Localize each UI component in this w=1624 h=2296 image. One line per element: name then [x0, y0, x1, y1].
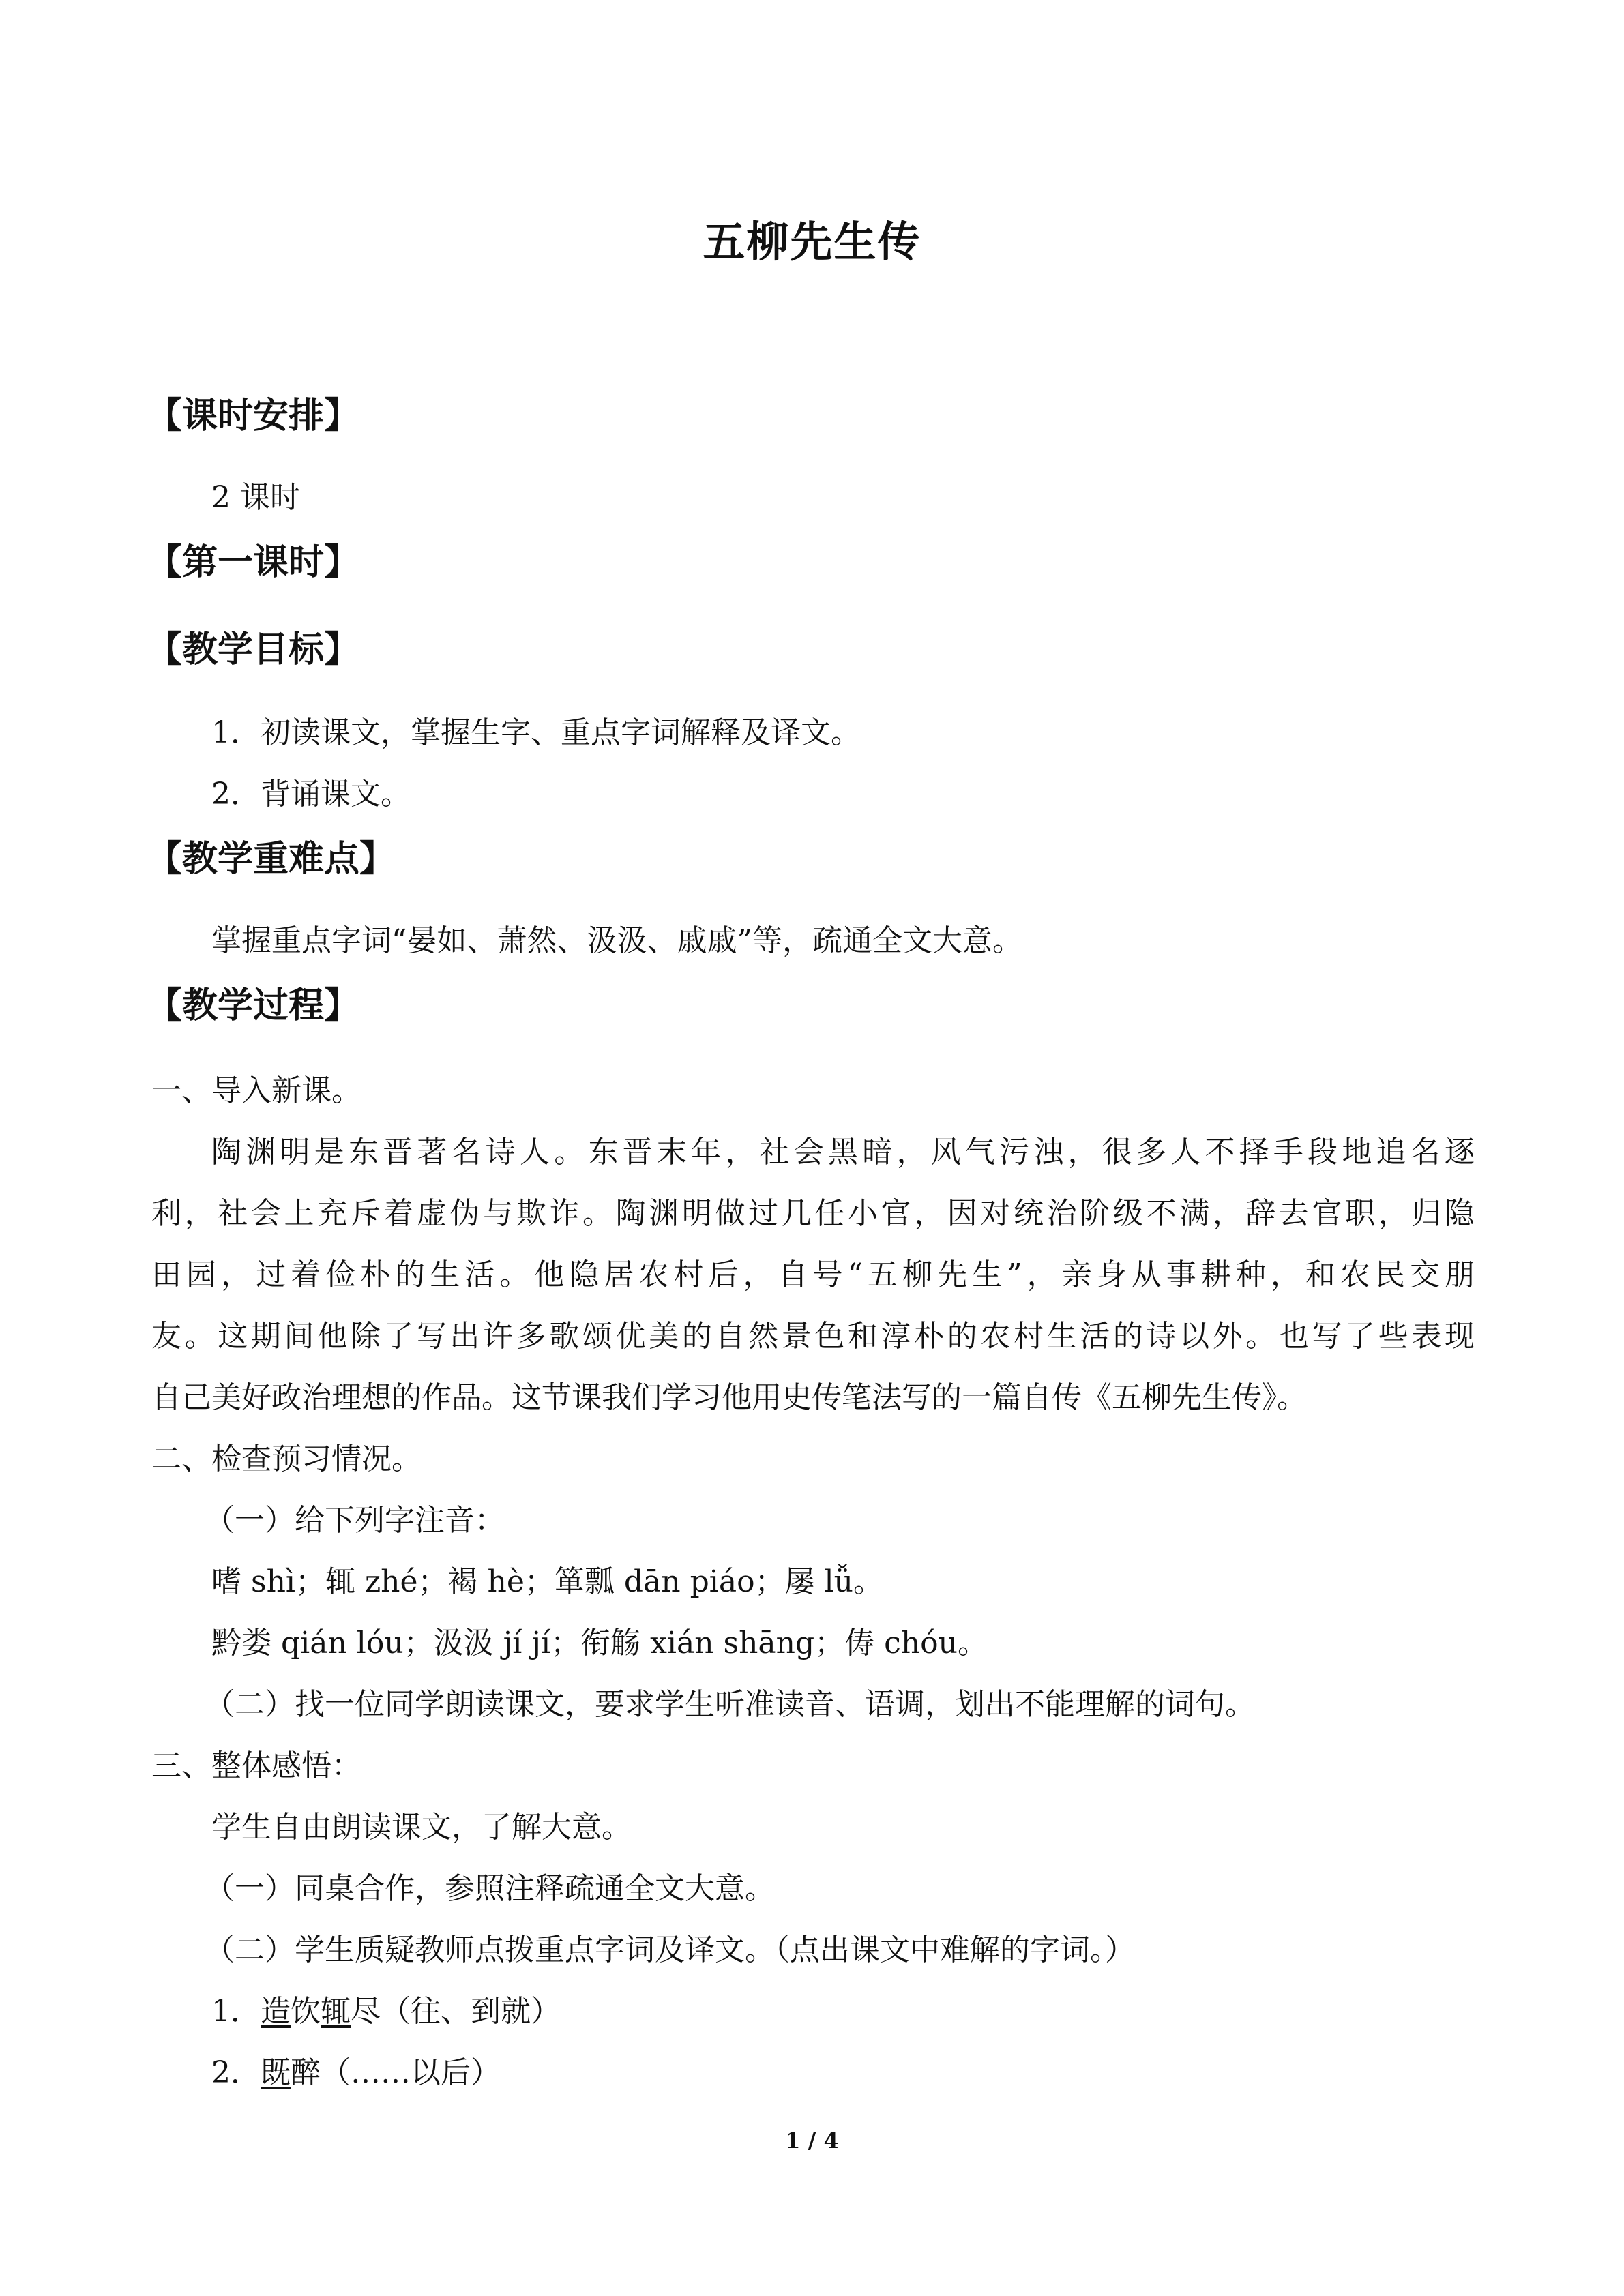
step1-paragraph-line: 自己美好政治理想的作品。这节课我们学习他用史传笔法写的一篇自传《五柳先生传》。 [151, 1380, 1307, 1415]
underlined-word: 既 [261, 2055, 291, 2090]
vocab-text: 饮 [291, 1994, 321, 2029]
underlined-word: 造 [261, 1994, 291, 2029]
schedule-heading: 【课时安排】 [147, 396, 360, 436]
step1-paragraph-line: 利，社会上充斥着虚伪与欺诈。陶渊明做过几任小官，因对统治阶级不满，辞去官职，归隐 [151, 1196, 1475, 1231]
vocab-text: 醉（……以后） [291, 2055, 501, 2090]
step1-title: 一、导入新课。 [151, 1073, 361, 1108]
schedule-value: 2 课时 [211, 480, 300, 515]
step2-sub1: （一）给下列字注音： [205, 1503, 505, 1538]
key-points-text: 掌握重点字词“晏如、萧然、汲汲、戚戚”等，疏通全文大意。 [211, 923, 1022, 958]
vocab-item-number: 1． [211, 1994, 261, 2029]
goal-item-1: 1．初读课文，掌握生字、重点字词解释及译文。 [211, 715, 861, 750]
page-title: 五柳先生传 [703, 217, 921, 267]
vocab-item-1 [211, 1991, 561, 2032]
step1-paragraph-line: 田园，过着俭朴的生活。他隐居农村后，自号“五柳先生”，亲身从事耕种，和农民交朋 [151, 1257, 1475, 1292]
step3-line1: 学生自由朗读课文，了解大意。 [211, 1810, 632, 1845]
step2-pinyin-line: 嗜 shì；辄 zhé；褐 hè；箪瓢 dān piáo；屡 lǚ。 [211, 1564, 883, 1599]
step3-title: 三、整体感悟： [151, 1748, 361, 1783]
step2-sub2: （二）找一位同学朗读课文，要求学生听准读音、语调，划出不能理解的词句。 [205, 1687, 1255, 1722]
goals-heading: 【教学目标】 [147, 629, 360, 670]
step3-sub1: （一）同桌合作，参照注释疏通全文大意。 [205, 1871, 775, 1906]
process-heading: 【教学过程】 [147, 985, 360, 1026]
underlined-word: 辄 [321, 1994, 351, 2029]
first-lesson-heading: 【第一课时】 [147, 542, 360, 583]
vocab-text: 尽（往、到就） [351, 1994, 561, 2029]
key-points-heading: 【教学重难点】 [147, 839, 396, 880]
page-number: 1 / 4 [785, 2128, 839, 2153]
step3-sub2: （二）学生质疑教师点拨重点字词及译文。（点出课文中难解的字词。） [205, 1933, 1135, 1967]
goal-item-2: 2．背诵课文。 [211, 777, 411, 811]
step2-pinyin-line: 黔娄 qián lóu；汲汲 jí jí；衔觞 xián shāng；俦 chóu。 [211, 1626, 988, 1660]
step1-paragraph-line: 友。这期间他除了写出许多歌颂优美的自然景色和淳朴的农村生活的诗以外。也写了些表现 [151, 1319, 1475, 1354]
vocab-item-number: 2． [211, 2055, 261, 2090]
step1-paragraph-line: 陶渊明是东晋著名诗人。东晋末年，社会黑暗，风气污浊，很多人不择手段地追名逐 [211, 1135, 1475, 1169]
vocab-item-2 [211, 2053, 501, 2093]
step2-title: 二、检查预习情况。 [151, 1442, 422, 1476]
